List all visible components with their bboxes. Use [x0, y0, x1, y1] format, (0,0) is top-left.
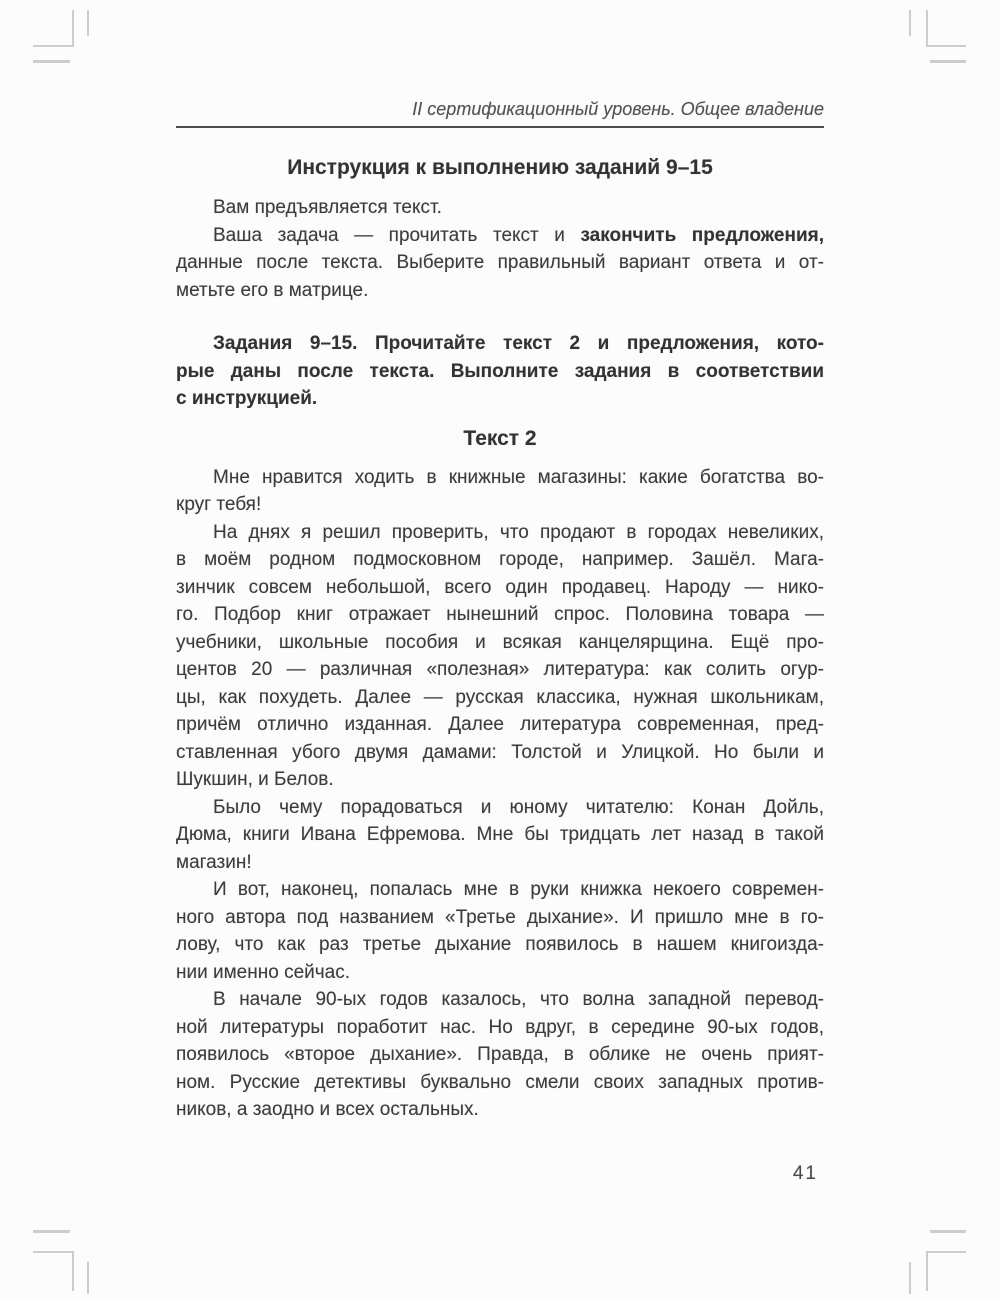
instruction-paragraph-1	[176, 194, 824, 222]
text-line: ставленная убого двумя дамами: Толстой и Улицкой. Но были и	[176, 741, 824, 763]
text-segment: Ваша задача — прочитать текст и	[213, 224, 581, 246]
tasks-paragraph	[176, 330, 824, 413]
text-line: Вам предъявляется текст.	[213, 197, 442, 218]
text-line: появилось «второе дыхание». Правда, в облике не очень прият-	[176, 1044, 824, 1065]
text2-paragraph-3	[176, 794, 824, 877]
text-line: учебники, школьные пособия и всякая канцелярщина. Ещё про-	[176, 631, 824, 653]
text-line: лову, что как раз третье дыхание появилось в нашем книгоизда-	[176, 934, 824, 955]
text-line: го. Подбор книг отражает нынешний спрос. Половина товара —	[176, 604, 824, 625]
text-line: с инструкцией.	[176, 388, 318, 409]
crop-mark-bottom-right-tick	[909, 1262, 911, 1294]
text-line: круг тебя!	[176, 494, 262, 515]
text2-body	[176, 464, 824, 1124]
text-line: ном. Русские детективы буквально смели своих западных против-	[176, 1071, 824, 1093]
text2-paragraph-5	[176, 986, 824, 1124]
text-segment-bold: закончить предложения,	[580, 224, 824, 246]
crop-mark-bottom-right-horizontal	[926, 1251, 966, 1253]
header-rule	[176, 126, 824, 128]
instruction-heading: Инструкция к выполнению заданий 9–15	[287, 156, 713, 179]
text2-paragraph-2	[176, 519, 824, 794]
text2-heading: Текст 2	[463, 426, 537, 450]
text-line: рые даны после текста. Выполните задания в соответствии	[176, 360, 824, 382]
text-line: Мне нравится ходить в книжные магазины: какие богатства во-	[213, 466, 824, 488]
text-line: цы, как похудеть. Далее — русская классика, нужная школьникам,	[176, 686, 824, 708]
text-line: магазин!	[176, 851, 252, 873]
text-line: ного автора под названием «Третье дыхание». И пришло мне в го-	[176, 906, 824, 928]
crop-mark-bottom-left-tick	[87, 1262, 89, 1294]
text2-paragraph-1	[176, 464, 824, 519]
text-line: Шукшин, и Белов.	[176, 769, 334, 790]
text-line: Задания 9–15. Прочитайте текст 2 и предложения, кото-	[213, 333, 824, 354]
text-line: И вот, наконец, попалась мне в руки книжка некоего современ-	[213, 879, 824, 900]
text-line: данные после текста. Выберите правильный вариант ответа и от-	[176, 252, 824, 273]
crop-mark-top-right-bar	[930, 60, 966, 63]
text2-paragraph-4	[176, 876, 824, 986]
text-line: В начале 90-ых годов казалось, что волна западной перевод-	[213, 989, 824, 1010]
crop-mark-top-left-horizontal	[33, 45, 74, 47]
text-line: На днях я решил проверить, что продают в городах невеликих,	[213, 521, 824, 543]
crop-mark-bottom-left-bar	[33, 1230, 70, 1233]
page-number: 41	[792, 1163, 818, 1184]
crop-mark-top-left-bar	[33, 60, 70, 63]
text-line: причём отлично изданная. Далее литература современная, пред-	[176, 714, 824, 735]
page-content	[176, 0, 824, 1124]
running-header: II сертификационный уровень. Общее владение	[412, 99, 824, 119]
text-line: ной литературы поработит нас. Но вдруг, в середине 90-ых годов,	[176, 1016, 824, 1038]
text-line: центов 20 — различная «полезная» литература: как солить огур-	[176, 659, 824, 680]
text-line: Дюма, книги Ивана Ефремова. Мне бы тридцать лет назад в такой	[176, 824, 824, 845]
crop-mark-top-left-tick	[87, 10, 89, 36]
crop-mark-top-right-tick	[909, 10, 911, 36]
text-line	[176, 222, 824, 250]
crop-mark-bottom-left-horizontal	[33, 1251, 74, 1253]
crop-mark-top-left-vertical	[72, 10, 74, 47]
text-line: нии именно сейчас.	[176, 961, 350, 983]
text-line: зинчик совсем небольшой, всего один продавец. Народу — нико-	[176, 576, 824, 598]
instruction-paragraph-2	[176, 222, 824, 305]
text-line: ников, а заодно и всех остальных.	[176, 1099, 479, 1120]
crop-mark-top-right-horizontal	[926, 45, 966, 47]
crop-mark-bottom-left-vertical	[72, 1251, 74, 1291]
crop-mark-bottom-right-bar	[930, 1230, 966, 1233]
text-line: Было чему порадоваться и юному читателю: Конан Дойль,	[213, 796, 824, 818]
text-line: метьте его в матрице.	[176, 279, 369, 301]
crop-mark-bottom-right-vertical	[926, 1251, 928, 1291]
text-line: в моём родном подмосковном городе, например. Зашёл. Мага-	[176, 549, 824, 570]
crop-mark-top-right-vertical	[926, 10, 928, 47]
